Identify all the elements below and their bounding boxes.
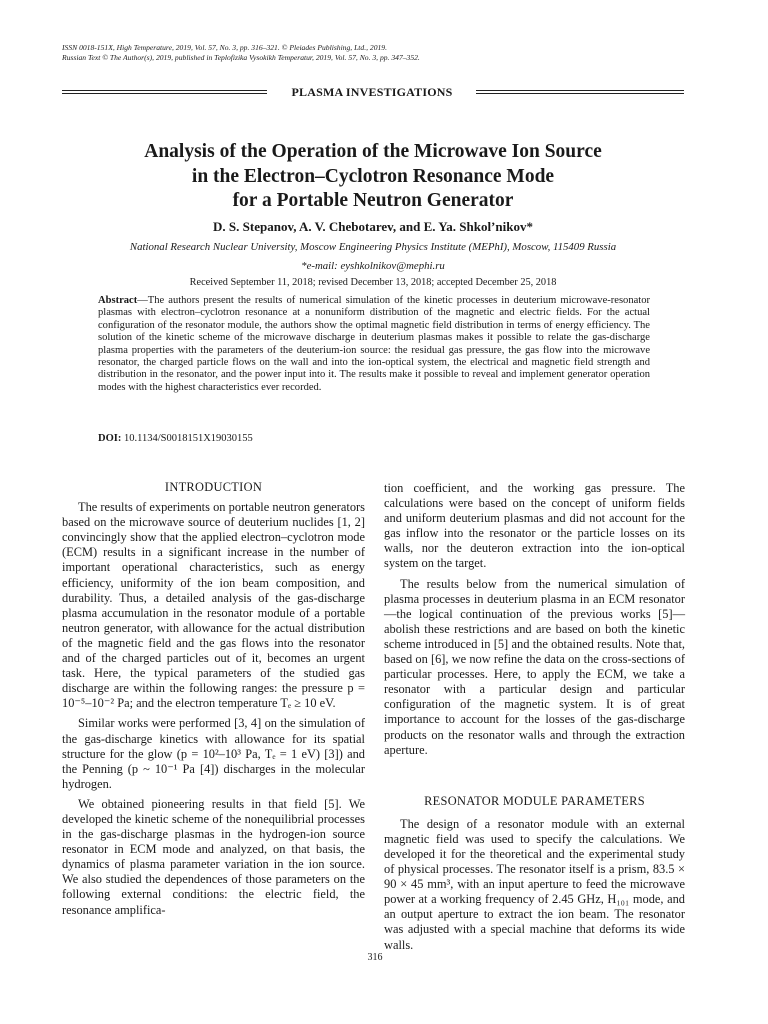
- intro-paragraph-3: We obtained pioneering results in that field [5]. We developed the kinetic scheme of the nonequilibrial processes in the gas-discharge plasmas in the hydrogen-ion source resonator in ECM mode and analyzed, on that basis, the dynamics of plasma parameter variation in the ion source. We also studied the dependences of those parameters on the following external conditions: the electric field, the resonance amplifica-: [62, 796, 365, 917]
- title-line-2: in the Electron–Cyclotron Resonance Mode: [191, 165, 555, 187]
- affiliation: National Research Nuclear University, Moscow Engineering Physics Institute (MEPhI), Moscow, 115409 Russia: [129, 241, 617, 253]
- introduction-heading: INTRODUCTION: [164, 480, 263, 494]
- abstract-label: Abstract: [98, 295, 138, 306]
- section-banner: [62, 86, 684, 100]
- banner-rule-left: [62, 90, 267, 94]
- resonator-heading: RESONATOR MODULE PARAMETERS: [424, 793, 645, 808]
- abstract-text: —The authors present the results of numerical simulation of the kinetic processes in deuterium microwave-resonator plasmas with electron–cyclotron resonance at a nonuniform distribution of the magnetic and electric fields. For the actual configuration of the resonator module, the authors show the optimal magnetic field distribution in terms of energy efficiency. The solution of the kinetic scheme of the microwave discharge in deuterium plasmas makes it possible to relate the gas-discharge plasma properties with the parameters of the deuterium-ion source: the residual gas pressure, the gas flow into the microwave resonator, the charged particle flows on the wall and into the ion-optical system, the electrical and magnetic field strength and distribution in the resonator, and the power input into it. The results make it possible to reveal and implement generator operation modes with the highest characteristics ever recorded.: [98, 295, 650, 393]
- right-paragraph-1: tion coefficient, and the working gas pressure. The calculations were based on the concept of uniform fields and uniform deuterium plasmas and did not account for the gas inflow into the resonator or the particle losses on its walls, nor the deuteron extraction into the ion-optical system on the target.: [384, 481, 685, 571]
- doi: [98, 433, 598, 444]
- journal-header-line1: ISSN 0018-151X, High Temperature, 2019, Vol. 57, No. 3, pp. 316–321. © Pleiades Publishing, Ltd., 2019.: [62, 43, 387, 52]
- contact-email: *e-mail: eyshkolnikov@mephi.ru: [301, 260, 445, 272]
- paper-title: [62, 140, 684, 214]
- doi-label: DOI:: [98, 433, 122, 444]
- received-dates: Received September 11, 2018; revised December 13, 2018; accepted December 25, 2018: [189, 277, 557, 288]
- journal-header: [62, 43, 702, 63]
- author-list: D. S. Stepanov, A. V. Chebotarev, and E. Ya. Shkol’nikov*: [213, 219, 533, 234]
- intro-paragraph-2: Similar works were performed [3, 4] on the simulation of the gas-discharge kinetics with allowance for its spatial structure for the glow (p = 10²–10³ Pa, Tₑ = 1 eV) [3]) and the Penning (p ~ 10⁻¹ Pa [4]) discharges in the molecular hydrogen.: [62, 716, 365, 791]
- right-column: [384, 481, 685, 953]
- page-number: 316: [367, 952, 383, 963]
- resonator-paragraph: The design of a resonator module with an external magnetic field was used to specify the calculations. We developed it for the theoretical and the experimental study of physical processes. The resonator itself is a prism, 83.5 × 90 × 45 mm³, with an input aperture to feed the microwave power at a working frequency of 2.45 GHz, H₁₀₁ mode, and an output aperture to extract the ion beam. The resonator was adjusted with a special machine that deforms its wide walls.: [384, 816, 685, 952]
- journal-header-line2: Russian Text © The Author(s), 2019, published in Teplofizika Vysokikh Temperatur, 2019, Vol. 57, No. 3, pp. 347–352.: [62, 53, 420, 62]
- right-paragraph-2: The results below from the numerical simulation of plasma processes in deuterium plasma in an ECM resonator—the logical continuation of the previous works [5]—abolish these restrictions and are based on both the kinetic scheme introduced in [5] and the obtained results. Note that, based on [6], we now refine the data on the cross-sections of particular processes. Here, to apply the ECM, we take a resonator with a particular design and particular configuration of the magnetic system. It is of great importance to account for the losses of the gas-discharge products on the resonator walls and through the extraction aperture.: [384, 576, 685, 757]
- title-line-1: Analysis of the Operation of the Microwave Ion Source: [144, 141, 602, 162]
- left-column: [62, 480, 365, 918]
- title-line-3: for a Portable Neutron Generator: [232, 190, 514, 211]
- doi-link[interactable]: 10.1134/S0018151X19030155: [123, 433, 253, 444]
- banner-rule-right: [476, 90, 684, 94]
- section-label: PLASMA INVESTIGATIONS: [291, 85, 453, 99]
- abstract: [98, 295, 650, 394]
- intro-paragraph-1: The results of experiments on portable neutron generators based on the microwave source of deuterium nuclides [1, 2] convincingly show that the applied electron–cyclotron mode (ECM) results in a significant increase in the number of important operational characteristics, such as energy efficiency, uniformity of the ion beam composition, and durability. Thus, a detailed analysis of the gas-discharge plasma accumulation in the resonator module of a portable neutron generator, with allowance for the actual distribution of the magnetic field and the gas flows into the resonator and of the charged particles out of it, becomes an urgent task. Here, the typical parameters of the studied gas discharge are within the following ranges: the pressure p = 10⁻⁵–10⁻² Pa; and the electron temperature Tₑ ≥ 10 eV.: [62, 500, 365, 711]
